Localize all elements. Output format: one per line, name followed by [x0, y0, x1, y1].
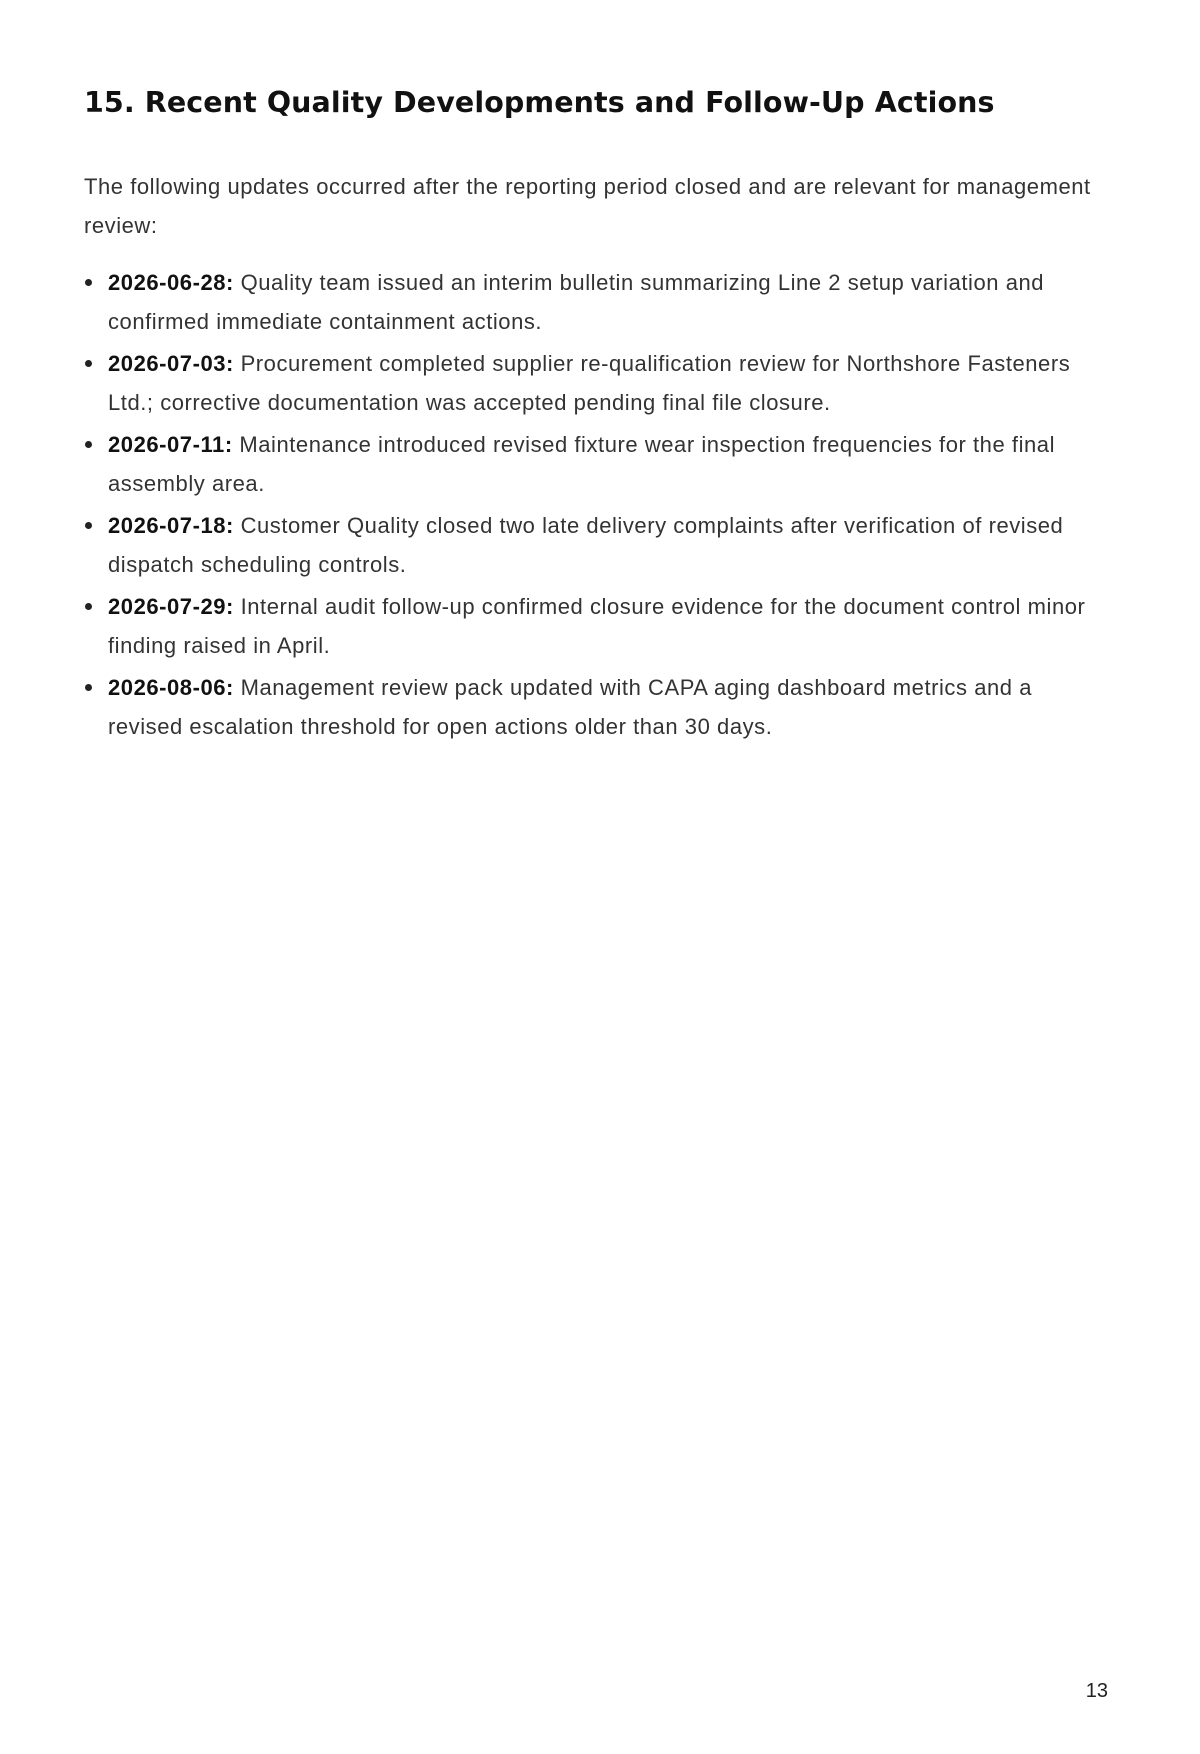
update-text: Maintenance introduced revised fixture wear inspection frequencies for the final assembly area.: [108, 432, 1056, 496]
section-heading: 15. Recent Quality Developments and Follow-Up Actions: [84, 86, 995, 119]
list-item: [84, 263, 1104, 341]
update-date: 2026-07-18:: [108, 513, 241, 538]
list-item: [84, 506, 1104, 584]
update-date: 2026-06-28:: [108, 270, 241, 295]
page-number: 13: [1085, 1680, 1108, 1702]
bullet-icon: [85, 441, 92, 448]
update-date: 2026-07-11:: [108, 432, 240, 457]
bullet-icon: [85, 603, 92, 610]
list-item: [84, 587, 1104, 665]
update-date: 2026-07-29:: [108, 594, 241, 619]
update-date: 2026-08-06:: [108, 675, 241, 700]
update-text: Internal audit follow-up confirmed closure evidence for the document control minor finding raised in April.: [108, 594, 1086, 658]
update-text: Management review pack updated with CAPA aging dashboard metrics and a revised escalation threshold for open actions older than 30 days.: [108, 675, 1032, 739]
updates-list: [84, 263, 1104, 749]
update-text: Quality team issued an interim bulletin summarizing Line 2 setup variation and confirmed immediate containment actions.: [108, 270, 1045, 334]
bullet-icon: [85, 279, 92, 286]
intro-paragraph: The following updates occurred after the reporting period closed and are relevant for management review:: [84, 174, 1091, 238]
update-text: Procurement completed supplier re-qualification review for Northshore Fasteners Ltd.; corrective documentation was accepted pending final file closure.: [108, 351, 1071, 415]
bullet-icon: [85, 360, 92, 367]
bullet-icon: [85, 522, 92, 529]
update-text: Customer Quality closed two late delivery complaints after verification of revised dispatch scheduling controls.: [108, 513, 1064, 577]
list-item: [84, 425, 1104, 503]
update-date: 2026-07-03:: [108, 351, 241, 376]
list-item: [84, 344, 1104, 422]
list-item: [84, 668, 1104, 746]
bullet-icon: [85, 684, 92, 691]
